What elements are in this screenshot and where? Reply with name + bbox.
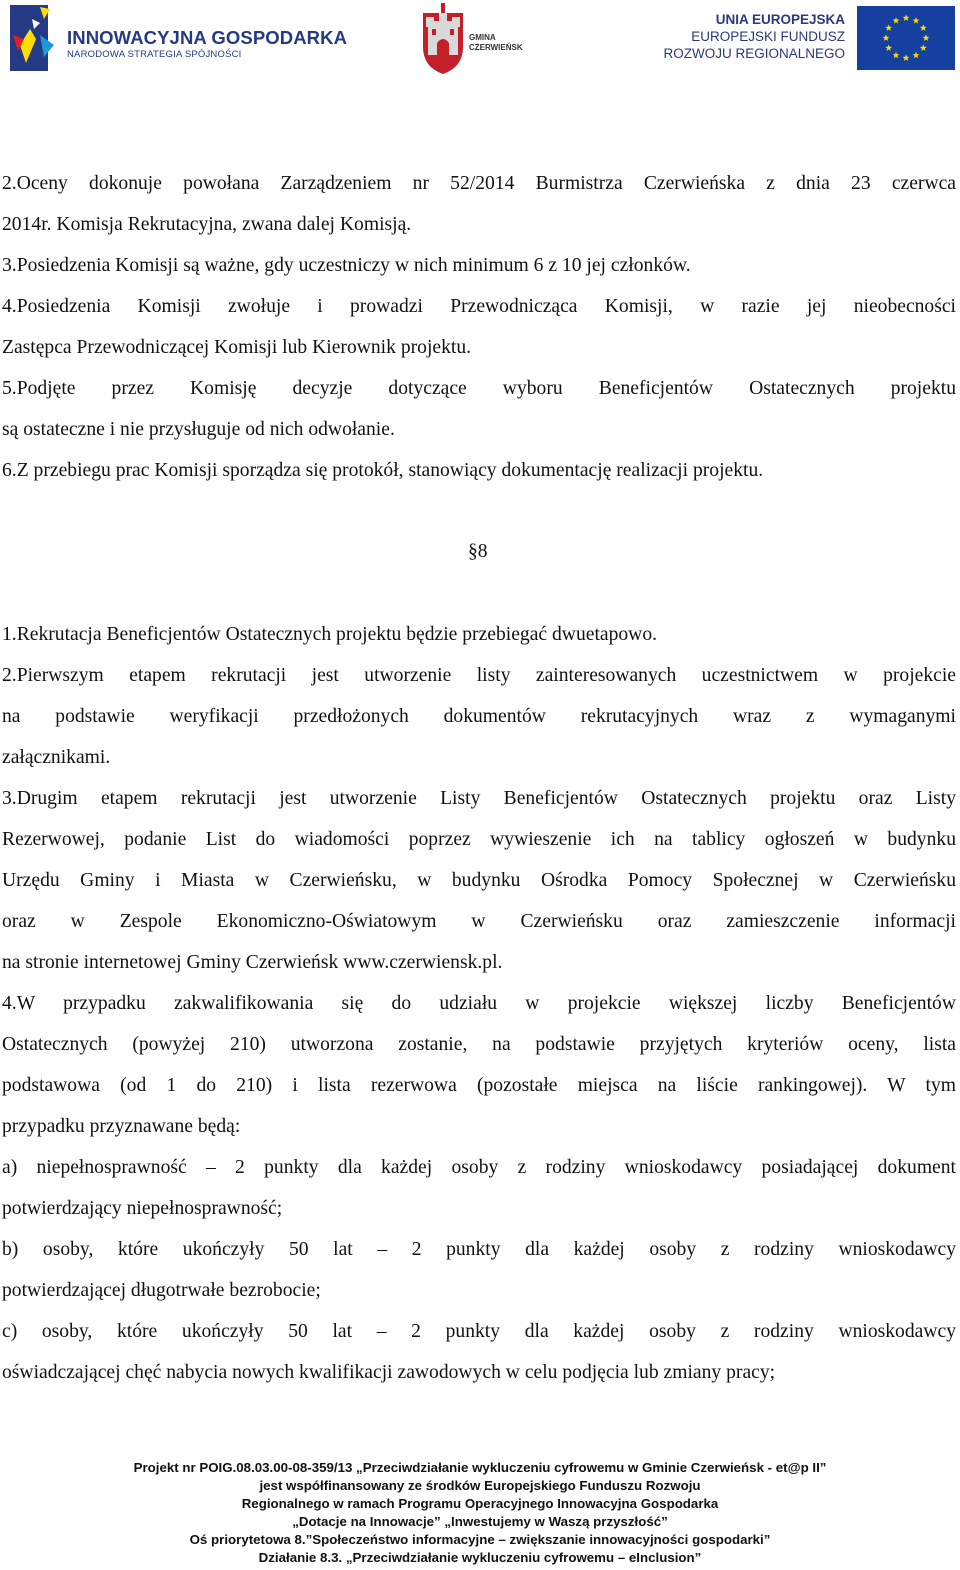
innowacyjna-gospodarka-emblem-icon xyxy=(10,5,60,73)
s8-paragraph-1: 1.Rekrutacja Beneficjentów Ostatecznych projektu będzie przebiegać dwuetapowo. xyxy=(2,624,658,645)
logo-center-line1: GMINA xyxy=(469,33,496,42)
paragraph-5-line-2: są ostateczne i nie przysługuje od nich odwołanie. xyxy=(2,419,395,440)
footer-line-2: jest współfinansowany ze środków Europejskiego Funduszu Rozwoju xyxy=(259,1478,701,1493)
s8-paragraph-3-line-1: 3.Drugim etapem rekrutacji jest utworzenie Listy Beneficjentów Ostatecznych projektu oraz Listy xyxy=(2,788,956,809)
criterion-c-line-1: c) osoby, które ukończyły 50 lat – 2 punkty dla każdej osoby z rodziny wnioskodawcy xyxy=(2,1321,956,1342)
s8-paragraph-3-line-3: Urzędu Gminy i Miasta w Czerwieńsku, w budynku Ośrodka Pomocy Społecznej w Czerwieńsku xyxy=(2,870,956,891)
gmina-czerwiensk-logo xyxy=(418,3,538,77)
logo-left-subtitle: NARODOWA STRATEGIA SPÓJNOŚCI xyxy=(67,49,242,60)
paragraph-2-line-2: 2014r. Komisja Rekrutacyjna, zwana dalej Komisją. xyxy=(2,214,412,235)
criterion-b-line-2: potwierdzającej długotrwałe bezrobocie; xyxy=(2,1280,321,1301)
eu-flag-icon xyxy=(857,6,955,70)
s8-paragraph-2-line-2: na podstawie weryfikacji przedłożonych dokumentów rekrutacyjnych wraz z wymaganymi xyxy=(2,706,956,727)
czerwiensk-coat-of-arms-icon xyxy=(420,3,466,75)
s8-paragraph-4-line-3: podstawowa (od 1 do 210) i lista rezerwowa (pozostałe miejsca na liście rankingowej). W tym xyxy=(2,1075,956,1096)
criterion-c-line-2: oświadczającej chęć nabycia nowych kwalifikacji zawodowych w celu podjęcia lub zmiany pracy; xyxy=(2,1362,776,1383)
paragraph-4-line-2: Zastępca Przewodniczącej Komisji lub Kierownik projektu. xyxy=(2,337,472,358)
s8-paragraph-3-line-4: oraz w Zespole Ekonomiczno-Oświatowym w Czerwieńsku oraz zamieszczenie informacji xyxy=(2,911,956,932)
s8-paragraph-3-line-2: Rezerwowej, podanie List do wiadomości poprzez wywieszenie ich na tablicy ogłoszeń w budynku xyxy=(2,829,956,850)
paragraph-5-line-1: 5.Podjęte przez Komisję decyzje dotyczące wyboru Beneficjentów Ostatecznych projektu xyxy=(2,378,956,399)
logo-right-line1: UNIA EUROPEJSKA xyxy=(715,12,845,27)
s8-paragraph-2-line-3: załącznikami. xyxy=(2,747,111,768)
paragraph-3: 3.Posiedzenia Komisji są ważne, gdy uczestniczy w nich minimum 6 z 10 jej członków. xyxy=(2,255,691,276)
s8-paragraph-4-line-4: przypadku przyznawane będą: xyxy=(2,1116,241,1137)
criterion-a-line-1: a) niepełnosprawność – 2 punkty dla każdej osoby z rodziny wnioskodawcy posiadającej dokument xyxy=(2,1157,956,1178)
paragraph-6: 6.Z przebiegu prac Komisji sporządza się protokół, stanowiący dokumentację realizacji projektu. xyxy=(2,460,764,481)
s8-paragraph-3-line-5: na stronie internetowej Gminy Czerwieńsk www.czerwiensk.pl. xyxy=(2,952,503,973)
s8-paragraph-2-line-1: 2.Pierwszym etapem rekrutacji jest utworzenie listy zainteresowanych uczestnictwem w projekcie xyxy=(2,665,956,686)
s8-paragraph-4-line-1: 4.W przypadku zakwalifikowania się do udziału w projekcie większej liczby Beneficjentów xyxy=(2,993,956,1014)
logo-left-title: INNOWACYJNA GOSPODARKA xyxy=(67,27,348,48)
footer-line-5: Oś priorytetowa 8.”Społeczeństwo informacyjne – zwiększanie innowacyjności gospodarki” xyxy=(189,1532,771,1547)
criterion-b-line-1: b) osoby, które ukończyły 50 lat – 2 punkty dla każdej osoby z rodziny wnioskodawcy xyxy=(2,1239,956,1260)
footer-line-1: Projekt nr POIG.08.03.00-08-359/13 „Przeciwdziałanie wykluczeniu cyfrowemu w Gminie Czerwieńsk - et@p II” xyxy=(133,1460,827,1475)
s8-paragraph-4-line-2: Ostatecznych (powyżej 210) utworzona zostanie, na podstawie przyjętych kryteriów oceny, lista xyxy=(2,1034,956,1055)
footer-line-3: Regionalnego w ramach Programu Operacyjnego Innowacyjna Gospodarka xyxy=(241,1496,719,1511)
innowacyjna-gospodarka-logo xyxy=(10,5,348,73)
section-heading: §8 xyxy=(468,541,488,562)
logo-right-line3: ROZWOJU REGIONALNEGO xyxy=(663,46,845,61)
footer-line-6: Działanie 8.3. „Przeciwdziałanie wykluczeniu cyfrowemu – eInclusion” xyxy=(258,1550,702,1565)
criterion-a-line-2: potwierdzający niepełnosprawność; xyxy=(2,1198,283,1219)
logo-right-line2: EUROPEJSKI FUNDUSZ xyxy=(691,29,845,44)
logo-center-line2: CZERWIEŃSK xyxy=(469,43,523,52)
footer-line-4: „Dotacje na Innowacje” „Inwestujemy w Waszą przyszłość” xyxy=(292,1514,668,1529)
eu-erdf-logo xyxy=(663,6,955,72)
paragraph-4-line-1: 4.Posiedzenia Komisji zwołuje i prowadzi Przewodnicząca Komisji, w razie jej nieobecności xyxy=(2,296,956,317)
paragraph-2-line-1: 2.Oceny dokonuje powołana Zarządzeniem nr 52/2014 Burmistrza Czerwieńska z dnia 23 czerwca xyxy=(2,173,956,194)
